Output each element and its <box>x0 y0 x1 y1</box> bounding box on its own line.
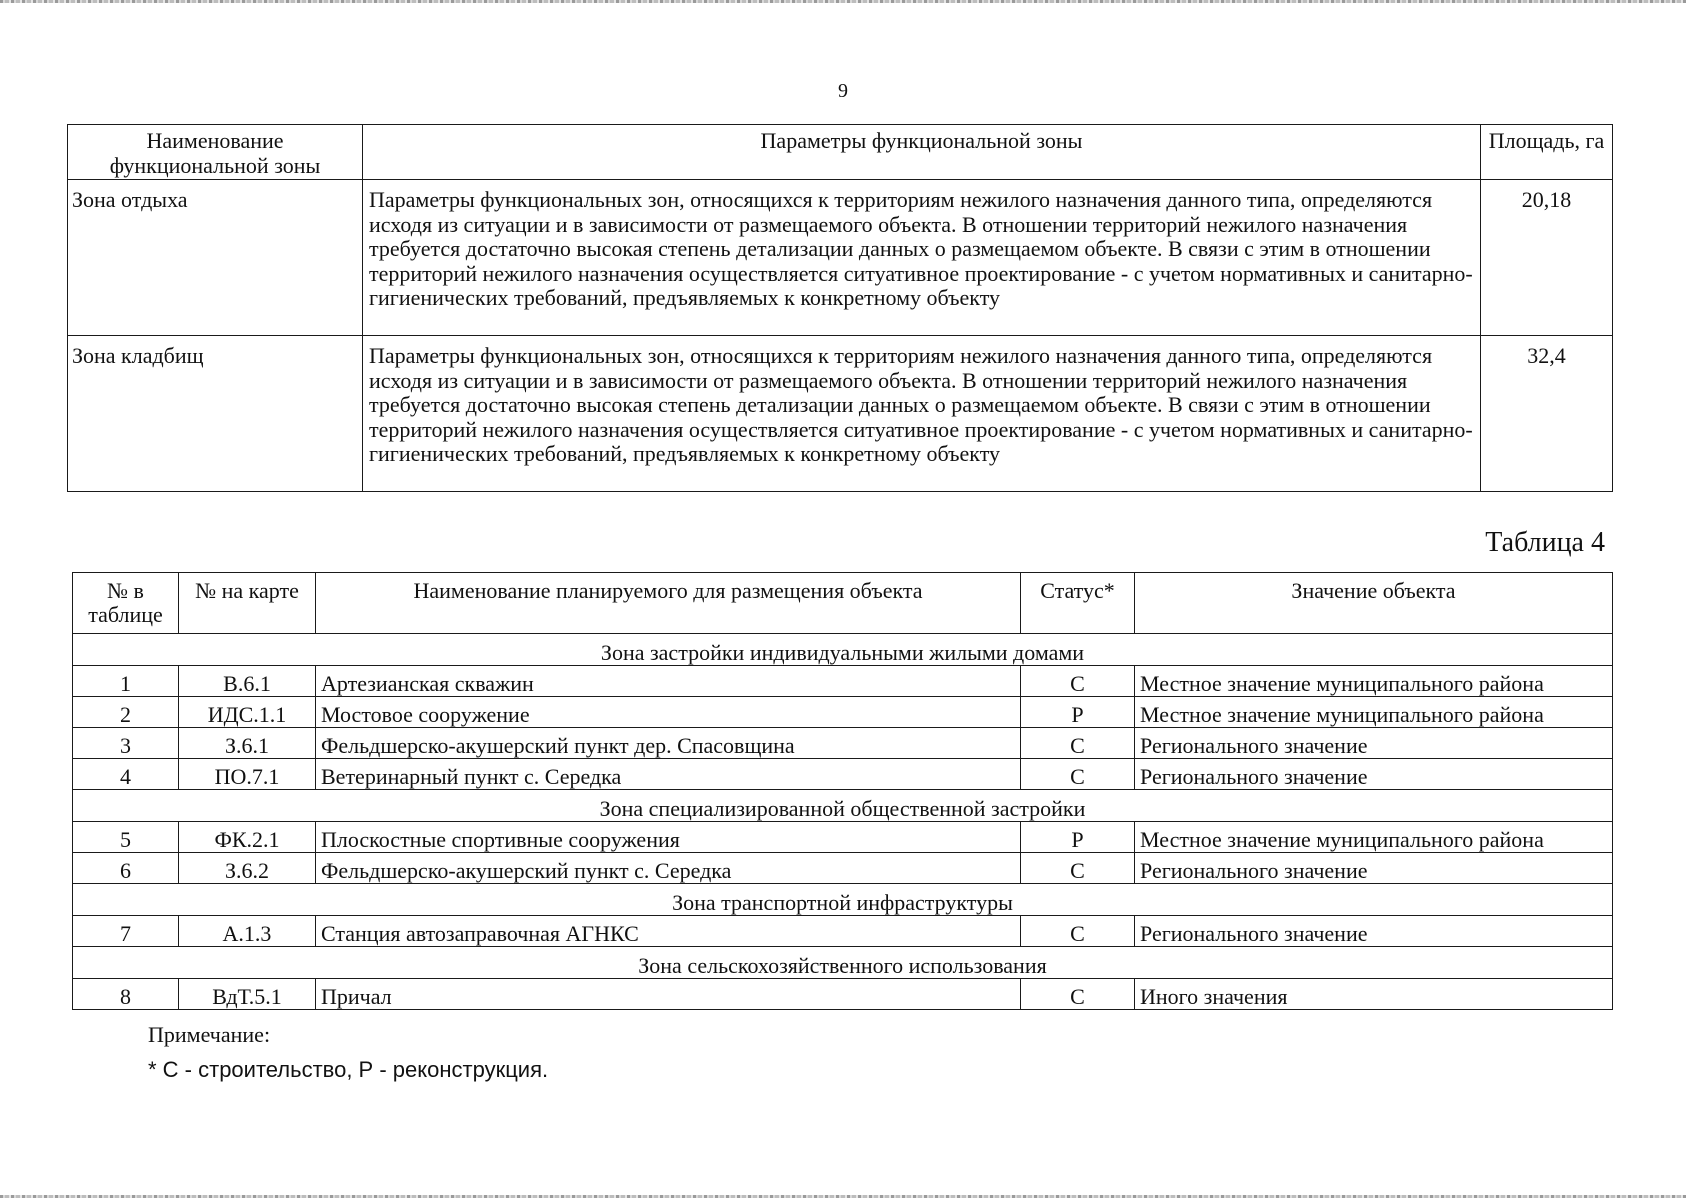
table-row <box>73 853 1613 884</box>
row-status: Р <box>1021 822 1135 853</box>
section-title: Зона специализированной общественной застройки <box>73 790 1613 822</box>
row-object-value: Регионального значение <box>1135 759 1613 790</box>
row-number: 5 <box>73 822 179 853</box>
planned-objects-table <box>72 572 1613 1010</box>
row-status: С <box>1021 666 1135 697</box>
row-object-value: Регионального значение <box>1135 853 1613 884</box>
zone-row <box>68 336 1613 492</box>
row-map-number: А.1.3 <box>179 916 316 947</box>
section-row <box>73 947 1613 979</box>
row-number: 7 <box>73 916 179 947</box>
note-text: * С - строительство, Р - реконструкция. <box>148 1057 549 1082</box>
row-object-value: Регионального значение <box>1135 916 1613 947</box>
objects-table-header-row <box>73 573 1613 634</box>
row-object-name: Мостовое сооружение <box>316 697 1021 728</box>
zone-name: Зона отдыха <box>68 180 363 336</box>
section-row <box>73 634 1613 666</box>
header-zone-area: Площадь, га <box>1481 125 1613 180</box>
row-number: 1 <box>73 666 179 697</box>
row-status: С <box>1021 759 1135 790</box>
table-row <box>73 697 1613 728</box>
zone-name: Зона кладбищ <box>68 336 363 492</box>
row-map-number: З.6.1 <box>179 728 316 759</box>
table-row <box>73 916 1613 947</box>
row-map-number: З.6.2 <box>179 853 316 884</box>
table-row <box>73 728 1613 759</box>
row-object-name: Артезианская скважин <box>316 666 1021 697</box>
row-object-value: Регионального значение <box>1135 728 1613 759</box>
row-status: Р <box>1021 697 1135 728</box>
row-map-number: ИДС.1.1 <box>179 697 316 728</box>
row-object-value: Местное значение муниципального района <box>1135 697 1613 728</box>
zones-table-header-row <box>68 125 1613 180</box>
row-object-value: Иного значения <box>1135 979 1613 1010</box>
row-object-name: Плоскостные спортивные сооружения <box>316 822 1021 853</box>
row-object-value: Местное значение муниципального района <box>1135 822 1613 853</box>
row-map-number: ВдТ.5.1 <box>179 979 316 1010</box>
row-map-number: ПО.7.1 <box>179 759 316 790</box>
row-object-name: Фельдшерско-акушерский пункт дер. Спасовщина <box>316 728 1021 759</box>
row-object-name: Причал <box>316 979 1021 1010</box>
table-row <box>73 979 1613 1010</box>
row-number: 4 <box>73 759 179 790</box>
zone-params: Параметры функциональных зон, относящихся к территориям нежилого назначения данного типа, определяются исходя из ситуации и в зависимости от размещаемого объекта. В отношении территорий нежилого назначения требуется достаточно высокая степень детализации данных о размещаемом объекте. В связи с этим в отношении территорий нежилого назначения осуществляется ситуативное проектирование - с учетом нормативных и санитарно-гигиенических требований, предъявляемых к конкретному объекту <box>363 336 1481 492</box>
row-number: 8 <box>73 979 179 1010</box>
header-status: Статус* <box>1021 573 1135 634</box>
table-row <box>73 822 1613 853</box>
page-number: 9 <box>838 80 848 102</box>
row-object-name: Станция автозаправочная АГНКС <box>316 916 1021 947</box>
row-map-number: ФК.2.1 <box>179 822 316 853</box>
zone-area: 32,4 <box>1481 336 1613 492</box>
row-number: 6 <box>73 853 179 884</box>
section-title: Зона застройки индивидуальными жилыми домами <box>73 634 1613 666</box>
header-object-value: Значение объекта <box>1135 573 1613 634</box>
header-object-name: Наименование планируемого для размещения объекта <box>316 573 1021 634</box>
table-caption: Таблица 4 <box>1485 527 1605 558</box>
functional-zones-table <box>67 124 1613 492</box>
row-number: 2 <box>73 697 179 728</box>
row-object-name: Фельдшерско-акушерский пункт с. Середка <box>316 853 1021 884</box>
scan-edge-bottom <box>0 1195 1686 1198</box>
table-row <box>73 666 1613 697</box>
header-table-number: № в таблице <box>73 573 179 634</box>
zone-row <box>68 180 1613 336</box>
section-title: Зона сельскохозяйственного использования <box>73 947 1613 979</box>
scan-edge-top <box>0 0 1686 3</box>
header-zone-params: Параметры функциональной зоны <box>363 125 1481 180</box>
row-object-value: Местное значение муниципального района <box>1135 666 1613 697</box>
row-status: С <box>1021 728 1135 759</box>
section-row <box>73 884 1613 916</box>
row-status: С <box>1021 916 1135 947</box>
section-row <box>73 790 1613 822</box>
header-map-number: № на карте <box>179 573 316 634</box>
section-title: Зона транспортной инфраструктуры <box>73 884 1613 916</box>
zone-params: Параметры функциональных зон, относящихся к территориям нежилого назначения данного типа, определяются исходя из ситуации и в зависимости от размещаемого объекта. В отношении территорий нежилого назначения требуется достаточно высокая степень детализации данных о размещаемом объекте. В связи с этим в отношении территорий нежилого назначения осуществляется ситуативное проектирование - с учетом нормативных и санитарно-гигиенических требований, предъявляемых к конкретному объекту <box>363 180 1481 336</box>
row-status: С <box>1021 853 1135 884</box>
row-map-number: В.6.1 <box>179 666 316 697</box>
zone-area: 20,18 <box>1481 180 1613 336</box>
table-row <box>73 759 1613 790</box>
row-number: 3 <box>73 728 179 759</box>
row-object-name: Ветеринарный пункт с. Середка <box>316 759 1021 790</box>
row-status: С <box>1021 979 1135 1010</box>
note-title: Примечание: <box>148 1022 271 1047</box>
header-zone-name: Наименование функциональной зоны <box>68 125 363 180</box>
